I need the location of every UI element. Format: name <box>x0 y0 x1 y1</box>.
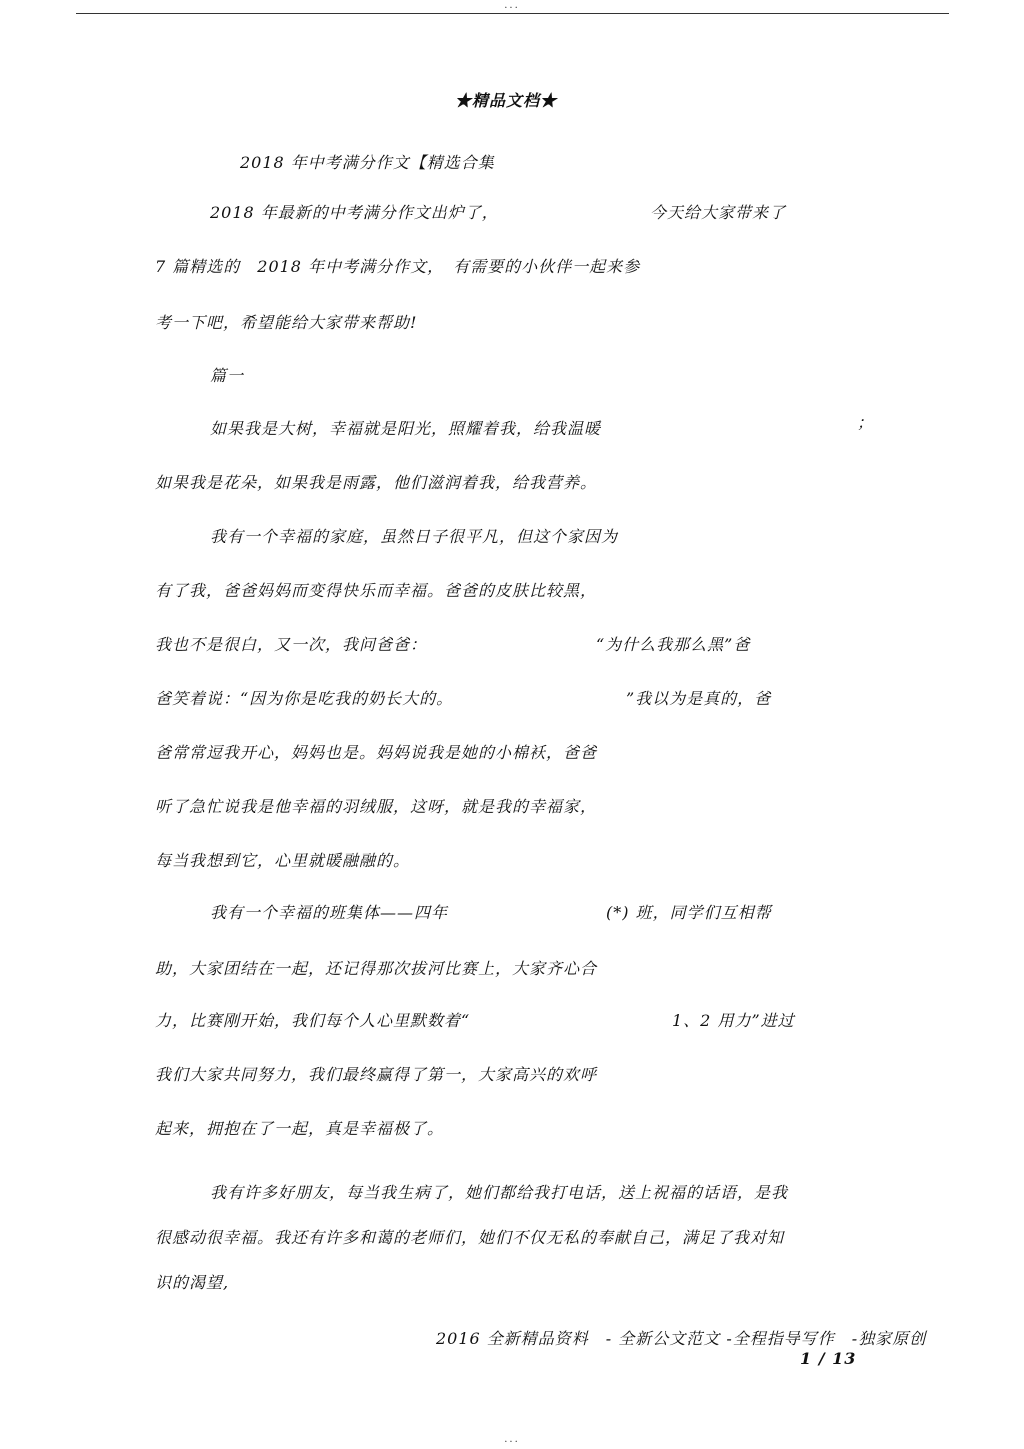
paragraph-line: 如果我是花朵，如果我是雨露，他们滋润着我，给我营养。 <box>155 473 598 492</box>
paragraph-line-continuation: 1、2 用力”进过 <box>672 1011 795 1030</box>
page-number: 1 / 13 <box>800 1349 857 1368</box>
header-rule <box>76 13 949 14</box>
paragraph-line-continuation: ； <box>857 413 875 432</box>
paragraph-line: 有了我，爸爸妈妈而变得快乐而幸福。爸爸的皮肤比较黑， <box>155 581 598 600</box>
paragraph-line: 力，比赛刚开始，我们每个人心里默数着“ <box>155 1011 471 1030</box>
paragraph-line-continuation: 今天给大家带来了 <box>650 203 787 222</box>
paragraph-line-continuation: “为什么我那么黑”爸 <box>596 635 751 654</box>
top-ellipsis: ... <box>504 0 520 11</box>
paragraph-line: 我也不是很白，又一次，我问爸爸： <box>155 635 428 654</box>
paragraph-line: 识的渴望, <box>155 1273 230 1292</box>
paragraph-line: 起来，拥抱在了一起，真是幸福极了。 <box>155 1119 445 1138</box>
paragraph-line-continuation: ”我以为是真的，爸 <box>626 689 772 708</box>
paragraph-line: 2018 年最新的中考满分作文出炉了， <box>210 203 499 222</box>
paragraph-line: 如果我是大树，幸福就是阳光，照耀着我，给我温暖 <box>210 419 602 438</box>
paragraph-line: 很感动很幸福。我还有许多和蔼的老师们，她们不仅无私的奉献自己，满足了我对知 <box>155 1228 785 1247</box>
paragraph-line: 我们大家共同努力，我们最终赢得了第一，大家高兴的欢呼 <box>155 1065 598 1084</box>
paragraph-line: 考一下吧，希望能给大家带来帮助! <box>155 313 418 332</box>
paragraph-line: 爸常常逗我开心，妈妈也是。妈妈说我是她的小棉袄，爸爸 <box>155 743 598 762</box>
paragraph-line: 7 篇精选的 2018 年中考满分作文， 有需要的小伙伴一起来参 <box>155 257 641 276</box>
paragraph-line: 每当我想到它，心里就暖融融的。 <box>155 851 411 870</box>
section-heading: 篇一 <box>210 366 245 385</box>
paragraph-line-continuation: (*) 班，同学们互相帮 <box>606 903 772 922</box>
paragraph-line: 助，大家团结在一起，还记得那次拔河比赛上，大家齐心合 <box>155 959 598 978</box>
paragraph-line: 我有许多好朋友，每当我生病了，她们都给我打电话，送上祝福的话语，是我 <box>210 1183 789 1202</box>
bottom-ellipsis: ... <box>504 1434 520 1445</box>
paragraph-line: 爸笑着说：“因为你是吃我的奶长大的。 <box>155 689 454 708</box>
document-title: 2018 年中考满分作文【精选合集 <box>240 153 495 172</box>
page-header-title: ★精品文档★ <box>455 91 558 110</box>
paragraph-line: 听了急忙说我是他幸福的羽绒服，这呀，就是我的幸福家， <box>155 797 598 816</box>
footer-tagline: 2016 全新精品资料 - 全新公文范文 -全程指导写作 -独家原创 <box>436 1329 927 1348</box>
paragraph-line: 我有一个幸福的家庭，虽然日子很平凡，但这个家因为 <box>210 527 619 546</box>
paragraph-line: 我有一个幸福的班集体——四年 <box>210 903 449 922</box>
